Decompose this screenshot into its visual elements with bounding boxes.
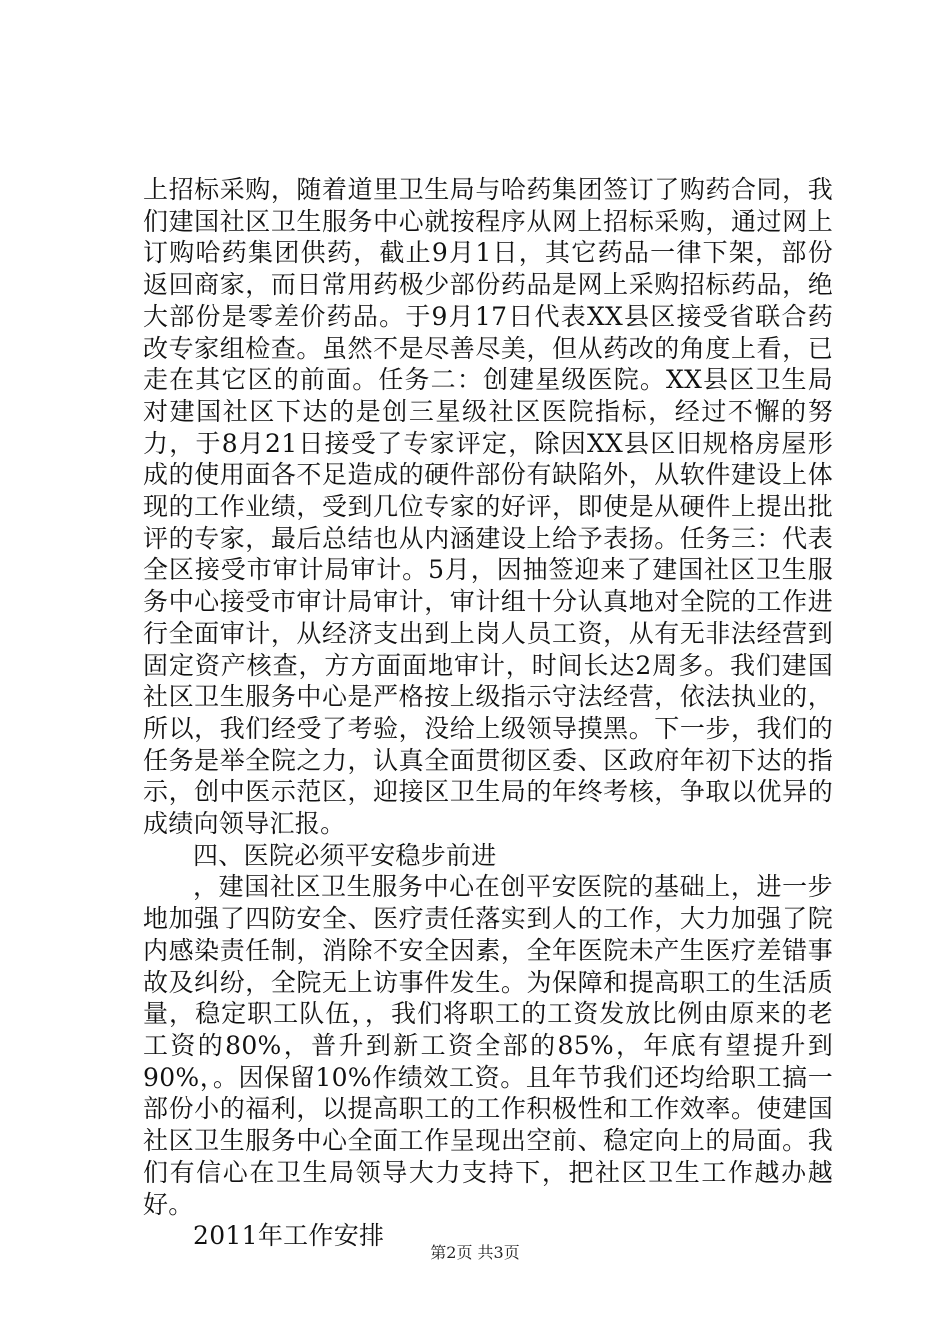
document-body (143, 174, 833, 1252)
page-footer: 第2页 共3页 (430, 1243, 520, 1262)
section-heading-hospital-safety: 四、医院必须平安稳步前进 (193, 840, 497, 870)
paragraph-pharmacy-tasks: 上招标采购，随着道里卫生局与哈药集团签订了购药合同，我们建国社区卫生服务中心就按程序从网上招标采购，通过网上订购哈药集团供药，截止9月1日，其它药品一律下架，部份返回商家，而日常用药极少部份药品是网上采购招标药品，绝大部份是零差价药品。于9月17日代表XX县区接受省联合药改专家组检查。虽然不是尽善尽美，但从药改的角度上看，已走在其它区的前面。任务二：创建星级医院。XX县区卫生局对建国社区下达的是创三星级社区医院指标，经过不懈的努力，于8月21日接受了专家评定，除因XX县区旧规格房屋形成的使用面各不足造成的硬件部份有缺陷外，从软件建设上体现的工作业绩，受到几位专家的好评，即使是从硬件上提出批评的专家，最后总结也从内涵建设上给予表扬。任务三：代表全区接受市审计局审计。5月，因抽签迎来了建国社区卫生服务中心接受市审计局审计，审计组十分认真地对全院的工作进行全面审计，从经济支出到上岗人员工资，从有无非法经营到固定资产核查，方方面面地审计，时间长达2周多。我们建国社区卫生服务中心是严格按上级指示守法经营，依法执业的，所以，我们经受了考验，没给上级领导摸黑。下一步，我们的任务是举全院之力，认真全面贯彻区委、区政府年初下达的指示，创中医示范区，迎接区卫生局的年终考核，争取以优异的成绩向领导汇报。 (143, 175, 833, 839)
section-heading-2011-plan: 2011年工作安排 (193, 1221, 385, 1251)
paragraph-hospital-safety: ，建国社区卫生服务中心在创平安医院的基础上，进一步地加强了四防安全、医疗责任落实到人的工作，大力加强了院内感染责任制，消除不安全因素，全年医院未产生医疗差错事故及纠纷，全院无上访事件发生。为保障和提高职工的生活质量，稳定职工队伍，，我们将职工的工资发放比例由原来的老工资的80%，普升到新工资全部的85%，年底有望提升到90%，。因保留10%作绩效工资。且年节我们还均给职工搞一部份小的福利，以提高职工的工作积极性和工作效率。使建国社区卫生服务中心全面工作呈现出空前、稳定向上的局面。我们有信心在卫生局领导大力支持下，把社区卫生工作越办越好。 (143, 872, 833, 1219)
